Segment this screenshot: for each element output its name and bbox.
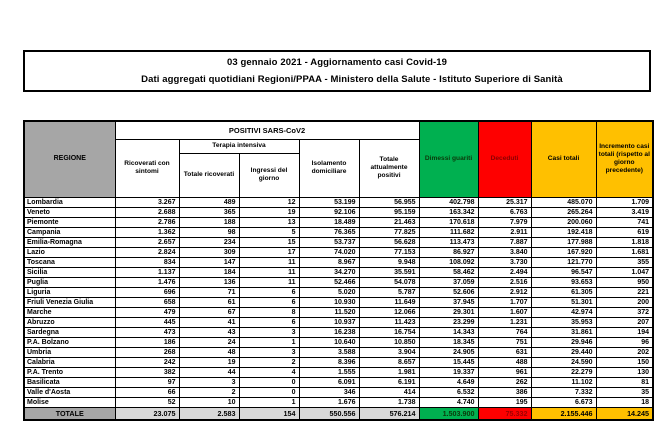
region-name-cell: Emilia-Romagna [24, 237, 115, 247]
table-header [24, 121, 653, 197]
isolamento-cell: 10.640 [299, 337, 359, 347]
region-name-cell: Valle d'Aosta [24, 387, 115, 397]
incremento-cell: 202 [596, 347, 653, 357]
table-row [24, 257, 653, 267]
terapia-intensiva-cell: 43 [179, 327, 239, 337]
header-positivi-group: POSITIVI SARS-CoV2 [115, 121, 419, 139]
attualmente-positivi-cell: 414 [359, 387, 419, 397]
deceduti-cell: 961 [478, 367, 531, 377]
region-name-cell: Lazio [24, 247, 115, 257]
incremento-cell: 130 [596, 367, 653, 377]
region-name-cell: Liguria [24, 287, 115, 297]
table-row [24, 197, 653, 207]
attualmente-positivi-cell: 56.955 [359, 197, 419, 207]
casi-totali-cell: 93.653 [531, 277, 596, 287]
ingressi-giorno-cell: 11 [239, 267, 299, 277]
table-row [24, 367, 653, 377]
ingressi-giorno-cell: 13 [239, 217, 299, 227]
deceduti-cell: 7.979 [478, 217, 531, 227]
terapia-intensiva-cell: 41 [179, 317, 239, 327]
totale-terapia-cell: 2.583 [179, 407, 239, 420]
casi-totali-cell: 24.590 [531, 357, 596, 367]
casi-totali-cell: 192.418 [531, 227, 596, 237]
totale-ingressi-cell: 154 [239, 407, 299, 420]
incremento-cell: 372 [596, 307, 653, 317]
attualmente-positivi-cell: 8.657 [359, 357, 419, 367]
terapia-intensiva-cell: 44 [179, 367, 239, 377]
attualmente-positivi-cell: 21.463 [359, 217, 419, 227]
ingressi-giorno-cell: 11 [239, 277, 299, 287]
region-name-cell: Umbria [24, 347, 115, 357]
header-isolamento: Isolamento domiciliare [299, 139, 359, 197]
attualmente-positivi-cell: 35.591 [359, 267, 419, 277]
region-name-cell: Friuli Venezia Giulia [24, 297, 115, 307]
ingressi-giorno-cell: 5 [239, 227, 299, 237]
region-name-cell: Sicilia [24, 267, 115, 277]
deceduti-cell: 1.231 [478, 317, 531, 327]
casi-totali-cell: 6.673 [531, 397, 596, 407]
ricoverati-cell: 97 [115, 377, 179, 387]
incremento-cell: 1.818 [596, 237, 653, 247]
header-ricoverati-sintomi: Ricoverati con sintomi [115, 139, 179, 197]
dimessi-guariti-cell: 14.343 [419, 327, 478, 337]
dimessi-guariti-cell: 163.342 [419, 207, 478, 217]
ricoverati-cell: 658 [115, 297, 179, 307]
dimessi-guariti-cell: 111.682 [419, 227, 478, 237]
ingressi-giorno-cell: 11 [239, 257, 299, 267]
totale-dimessi-cell: 1.503.900 [419, 407, 478, 420]
dimessi-guariti-cell: 23.299 [419, 317, 478, 327]
table-row [24, 247, 653, 257]
casi-totali-cell: 96.547 [531, 267, 596, 277]
dimessi-guariti-cell: 113.473 [419, 237, 478, 247]
report-source-subtitle: Dati aggregati quotidiani Regioni/PPAA - Ministero della Salute - Istituto Superiore di Sanità [141, 73, 563, 85]
incremento-cell: 194 [596, 327, 653, 337]
totale-attualmente-positivi-cell: 576.214 [359, 407, 419, 420]
header-deceduti: Deceduti [478, 121, 531, 197]
terapia-intensiva-cell: 67 [179, 307, 239, 317]
ricoverati-cell: 268 [115, 347, 179, 357]
attualmente-positivi-cell: 77.153 [359, 247, 419, 257]
casi-totali-cell: 29.946 [531, 337, 596, 347]
ricoverati-cell: 1.476 [115, 277, 179, 287]
incremento-cell: 81 [596, 377, 653, 387]
region-name-cell: Piemonte [24, 217, 115, 227]
dimessi-guariti-cell: 37.059 [419, 277, 478, 287]
casi-totali-cell: 35.953 [531, 317, 596, 327]
ingressi-giorno-cell: 19 [239, 207, 299, 217]
isolamento-cell: 92.106 [299, 207, 359, 217]
region-name-cell: Basilicata [24, 377, 115, 387]
table-footer [24, 407, 653, 420]
ingressi-giorno-cell: 1 [239, 337, 299, 347]
terapia-intensiva-cell: 61 [179, 297, 239, 307]
table-row [24, 297, 653, 307]
ingressi-giorno-cell: 0 [239, 387, 299, 397]
deceduti-cell: 7.887 [478, 237, 531, 247]
ingressi-giorno-cell: 4 [239, 367, 299, 377]
casi-totali-cell: 200.060 [531, 217, 596, 227]
casi-totali-cell: 167.920 [531, 247, 596, 257]
isolamento-cell: 18.489 [299, 217, 359, 227]
attualmente-positivi-cell: 9.948 [359, 257, 419, 267]
terapia-intensiva-cell: 147 [179, 257, 239, 267]
incremento-cell: 35 [596, 387, 653, 397]
dimessi-guariti-cell: 402.798 [419, 197, 478, 207]
totale-deceduti-cell: 75.332 [478, 407, 531, 420]
table-row [24, 267, 653, 277]
terapia-intensiva-cell: 3 [179, 377, 239, 387]
totale-isolamento-cell: 550.556 [299, 407, 359, 420]
header-casi-totali: Casi totali [531, 121, 596, 197]
terapia-intensiva-cell: 19 [179, 357, 239, 367]
incremento-cell: 1.047 [596, 267, 653, 277]
attualmente-positivi-cell: 10.850 [359, 337, 419, 347]
terapia-intensiva-cell: 234 [179, 237, 239, 247]
totale-incremento-cell: 14.245 [596, 407, 653, 420]
table-row [24, 287, 653, 297]
isolamento-cell: 53.199 [299, 197, 359, 207]
attualmente-positivi-cell: 77.825 [359, 227, 419, 237]
casi-totali-cell: 11.102 [531, 377, 596, 387]
table-row [24, 227, 653, 237]
dimessi-guariti-cell: 52.606 [419, 287, 478, 297]
terapia-intensiva-cell: 2 [179, 387, 239, 397]
attualmente-positivi-cell: 12.066 [359, 307, 419, 317]
attualmente-positivi-cell: 16.754 [359, 327, 419, 337]
deceduti-cell: 2.912 [478, 287, 531, 297]
region-name-cell: Molise [24, 397, 115, 407]
dimessi-guariti-cell: 86.927 [419, 247, 478, 257]
incremento-cell: 221 [596, 287, 653, 297]
ingressi-giorno-cell: 6 [239, 287, 299, 297]
table-row [24, 357, 653, 367]
casi-totali-cell: 121.770 [531, 257, 596, 267]
isolamento-cell: 74.020 [299, 247, 359, 257]
incremento-cell: 950 [596, 277, 653, 287]
casi-totali-cell: 31.861 [531, 327, 596, 337]
deceduti-cell: 764 [478, 327, 531, 337]
attualmente-positivi-cell: 3.904 [359, 347, 419, 357]
incremento-cell: 96 [596, 337, 653, 347]
attualmente-positivi-cell: 54.078 [359, 277, 419, 287]
table-row [24, 317, 653, 327]
ricoverati-cell: 479 [115, 307, 179, 317]
ricoverati-cell: 1.362 [115, 227, 179, 237]
isolamento-cell: 53.737 [299, 237, 359, 247]
ricoverati-cell: 2.688 [115, 207, 179, 217]
ingressi-giorno-cell: 12 [239, 197, 299, 207]
dimessi-guariti-cell: 58.462 [419, 267, 478, 277]
incremento-cell: 741 [596, 217, 653, 227]
deceduti-cell: 3.730 [478, 257, 531, 267]
header-ingressi-giorno: Ingressi del giorno [239, 153, 299, 197]
casi-totali-cell: 485.070 [531, 197, 596, 207]
ricoverati-cell: 445 [115, 317, 179, 327]
attualmente-positivi-cell: 95.159 [359, 207, 419, 217]
ricoverati-cell: 2.657 [115, 237, 179, 247]
isolamento-cell: 6.091 [299, 377, 359, 387]
header-attualmente-positivi: Totale attualmente positivi [359, 139, 419, 197]
region-name-cell: P.A. Bolzano [24, 337, 115, 347]
casi-totali-cell: 51.301 [531, 297, 596, 307]
ricoverati-cell: 2.824 [115, 247, 179, 257]
deceduti-cell: 2.911 [478, 227, 531, 237]
casi-totali-cell: 265.264 [531, 207, 596, 217]
incremento-cell: 3.419 [596, 207, 653, 217]
isolamento-cell: 34.270 [299, 267, 359, 277]
isolamento-cell: 8.967 [299, 257, 359, 267]
report-date-title: 03 gennaio 2021 - Aggiornamento casi Covid-19 [226, 57, 448, 69]
deceduti-cell: 262 [478, 377, 531, 387]
ricoverati-cell: 66 [115, 387, 179, 397]
incremento-cell: 355 [596, 257, 653, 267]
isolamento-cell: 10.937 [299, 317, 359, 327]
totale-row [24, 407, 653, 420]
casi-totali-cell: 42.974 [531, 307, 596, 317]
isolamento-cell: 11.520 [299, 307, 359, 317]
terapia-intensiva-cell: 98 [179, 227, 239, 237]
terapia-intensiva-cell: 184 [179, 267, 239, 277]
table-row [24, 217, 653, 227]
ingressi-giorno-cell: 1 [239, 397, 299, 407]
totale-label-cell: TOTALE [24, 407, 115, 420]
incremento-cell: 1.681 [596, 247, 653, 257]
dimessi-guariti-cell: 24.905 [419, 347, 478, 357]
terapia-intensiva-cell: 188 [179, 217, 239, 227]
region-name-cell: Marche [24, 307, 115, 317]
region-name-cell: Sardegna [24, 327, 115, 337]
attualmente-positivi-cell: 6.191 [359, 377, 419, 387]
ricoverati-cell: 52 [115, 397, 179, 407]
terapia-intensiva-cell: 309 [179, 247, 239, 257]
table-row [24, 277, 653, 287]
header-dimessi-guariti: Dimessi guariti [419, 121, 478, 197]
dimessi-guariti-cell: 19.337 [419, 367, 478, 377]
totale-ricoverati-cell: 23.075 [115, 407, 179, 420]
isolamento-cell: 52.466 [299, 277, 359, 287]
table-row [24, 397, 653, 407]
table-row [24, 377, 653, 387]
header-regione: REGIONE [24, 121, 115, 197]
ricoverati-cell: 834 [115, 257, 179, 267]
casi-totali-cell: 7.332 [531, 387, 596, 397]
isolamento-cell: 346 [299, 387, 359, 397]
ingressi-giorno-cell: 6 [239, 317, 299, 327]
deceduti-cell: 6.763 [478, 207, 531, 217]
attualmente-positivi-cell: 1.738 [359, 397, 419, 407]
ingressi-giorno-cell: 15 [239, 237, 299, 247]
table-row [24, 327, 653, 337]
incremento-cell: 150 [596, 357, 653, 367]
dimessi-guariti-cell: 4.649 [419, 377, 478, 387]
region-name-cell: Lombardia [24, 197, 115, 207]
deceduti-cell: 386 [478, 387, 531, 397]
attualmente-positivi-cell: 1.981 [359, 367, 419, 377]
region-name-cell: Calabria [24, 357, 115, 367]
deceduti-cell: 488 [478, 357, 531, 367]
isolamento-cell: 3.588 [299, 347, 359, 357]
ricoverati-cell: 382 [115, 367, 179, 377]
isolamento-cell: 76.365 [299, 227, 359, 237]
table-row [24, 337, 653, 347]
incremento-cell: 1.709 [596, 197, 653, 207]
dimessi-guariti-cell: 15.445 [419, 357, 478, 367]
dimessi-guariti-cell: 108.092 [419, 257, 478, 267]
deceduti-cell: 25.317 [478, 197, 531, 207]
deceduti-cell: 1.707 [478, 297, 531, 307]
table-row [24, 347, 653, 357]
casi-totali-cell: 29.440 [531, 347, 596, 357]
deceduti-cell: 3.840 [478, 247, 531, 257]
dimessi-guariti-cell: 29.301 [419, 307, 478, 317]
dimessi-guariti-cell: 4.740 [419, 397, 478, 407]
deceduti-cell: 2.494 [478, 267, 531, 277]
covid-data-table [23, 120, 654, 421]
casi-totali-cell: 61.305 [531, 287, 596, 297]
terapia-intensiva-cell: 10 [179, 397, 239, 407]
ricoverati-cell: 473 [115, 327, 179, 337]
isolamento-cell: 10.930 [299, 297, 359, 307]
incremento-cell: 619 [596, 227, 653, 237]
table-row [24, 307, 653, 317]
region-name-cell: Abruzzo [24, 317, 115, 327]
ingressi-giorno-cell: 17 [239, 247, 299, 257]
ricoverati-cell: 242 [115, 357, 179, 367]
region-name-cell: P.A. Trento [24, 367, 115, 377]
ingressi-giorno-cell: 3 [239, 327, 299, 337]
deceduti-cell: 631 [478, 347, 531, 357]
terapia-intensiva-cell: 136 [179, 277, 239, 287]
ricoverati-cell: 2.786 [115, 217, 179, 227]
attualmente-positivi-cell: 56.628 [359, 237, 419, 247]
ricoverati-cell: 1.137 [115, 267, 179, 277]
dimessi-guariti-cell: 170.618 [419, 217, 478, 227]
isolamento-cell: 8.396 [299, 357, 359, 367]
isolamento-cell: 5.020 [299, 287, 359, 297]
ingressi-giorno-cell: 6 [239, 297, 299, 307]
casi-totali-cell: 177.988 [531, 237, 596, 247]
ingressi-giorno-cell: 3 [239, 347, 299, 357]
isolamento-cell: 1.555 [299, 367, 359, 377]
ingressi-giorno-cell: 0 [239, 377, 299, 387]
isolamento-cell: 16.238 [299, 327, 359, 337]
region-name-cell: Puglia [24, 277, 115, 287]
incremento-cell: 18 [596, 397, 653, 407]
ingressi-giorno-cell: 2 [239, 357, 299, 367]
incremento-cell: 207 [596, 317, 653, 327]
dimessi-guariti-cell: 6.532 [419, 387, 478, 397]
attualmente-positivi-cell: 11.649 [359, 297, 419, 307]
terapia-intensiva-cell: 365 [179, 207, 239, 217]
report-title-box [23, 50, 651, 92]
dimessi-guariti-cell: 37.945 [419, 297, 478, 307]
casi-totali-cell: 22.279 [531, 367, 596, 377]
incremento-cell: 200 [596, 297, 653, 307]
header-incremento: Incremento casi totali (rispetto al giorno precedente) [596, 121, 653, 197]
table-row [24, 237, 653, 247]
ingressi-giorno-cell: 8 [239, 307, 299, 317]
ricoverati-cell: 186 [115, 337, 179, 347]
header-totale-ricoverati: Totale ricoverati [179, 153, 239, 197]
deceduti-cell: 195 [478, 397, 531, 407]
deceduti-cell: 1.607 [478, 307, 531, 317]
deceduti-cell: 751 [478, 337, 531, 347]
terapia-intensiva-cell: 489 [179, 197, 239, 207]
region-name-cell: Toscana [24, 257, 115, 267]
header-terapia-group: Terapia intensiva [179, 139, 299, 153]
table-row [24, 207, 653, 217]
deceduti-cell: 2.516 [478, 277, 531, 287]
totale-casi-totali-cell: 2.155.446 [531, 407, 596, 420]
table-body [24, 197, 653, 407]
table-row [24, 387, 653, 397]
ricoverati-cell: 3.267 [115, 197, 179, 207]
attualmente-positivi-cell: 5.787 [359, 287, 419, 297]
attualmente-positivi-cell: 11.423 [359, 317, 419, 327]
region-name-cell: Campania [24, 227, 115, 237]
region-name-cell: Veneto [24, 207, 115, 217]
ricoverati-cell: 696 [115, 287, 179, 297]
dimessi-guariti-cell: 18.345 [419, 337, 478, 347]
terapia-intensiva-cell: 71 [179, 287, 239, 297]
isolamento-cell: 1.676 [299, 397, 359, 407]
terapia-intensiva-cell: 24 [179, 337, 239, 347]
terapia-intensiva-cell: 48 [179, 347, 239, 357]
